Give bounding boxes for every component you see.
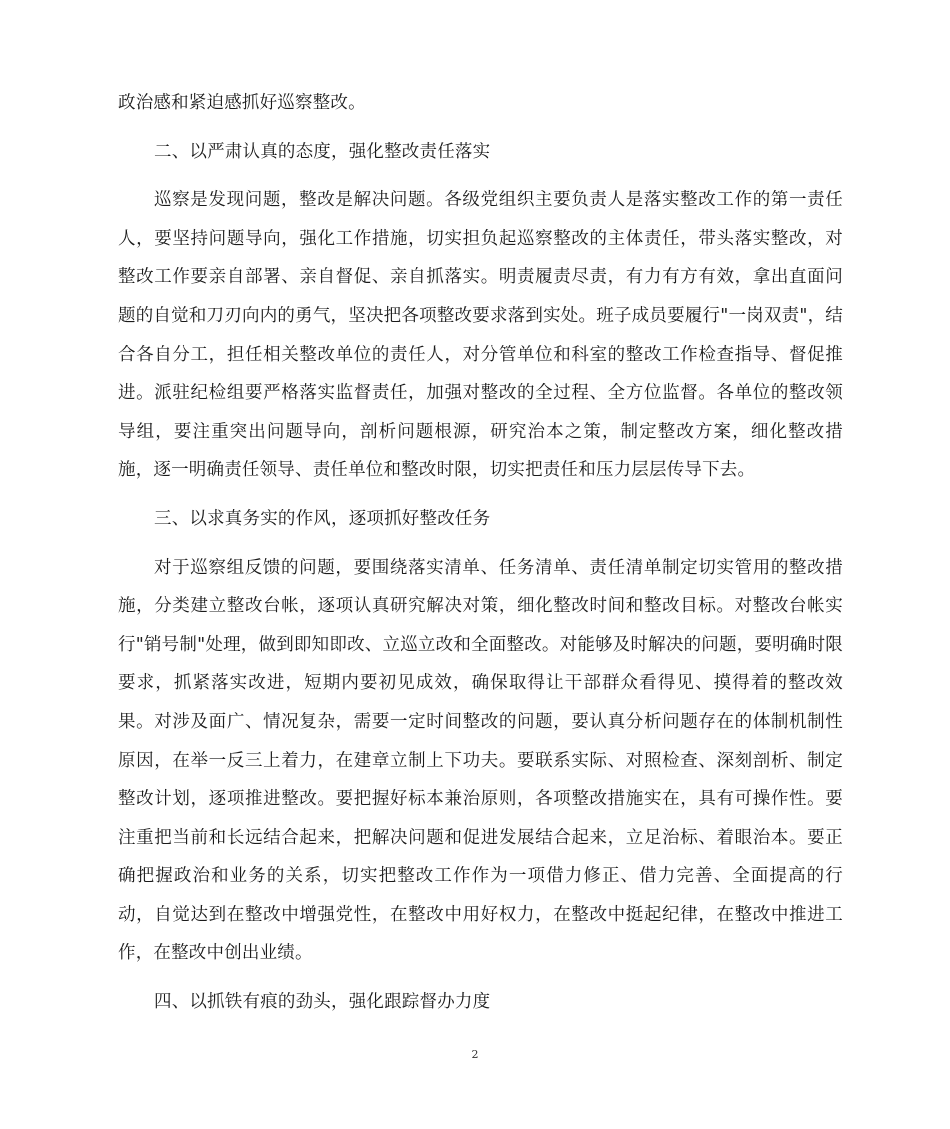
section-heading-2: 二、以严肃认真的态度，强化整改责任落实	[154, 141, 491, 162]
paragraph-continuation: 政治感和紧迫感抓好巡察整改。	[118, 93, 366, 113]
section-heading-3: 三、以求真务实的作风，逐项抓好整改任务	[154, 508, 491, 529]
page-number: 2	[471, 1048, 479, 1061]
section-heading-4: 四、以抓铁有痕的劲头，强化跟踪督办力度	[154, 992, 491, 1013]
paragraph-body-2: 巡察是发现问题，整改是解决问题。各级党组织主要负责人是落实整改工作的第一责任人，要坚持问题导向，强化工作措施，切实担负起巡察整改的主体责任，带头落实整改，对整改工作要亲自部署、亲自督促、亲自抓落实。明责履责尽责，有力有方有效，拿出直面问题的自觉和刀刃向内的勇气，坚决把各项整改要求落到实处。班子成员要履行"一岗双责"，结合各自分工，担任相关整改单位的责任人，对分管单位和科室的整改工作检查指导、督促推进。派驻纪检组要严格落实监督责任，加强对整改的全过程、全方位监督。各单位的整改领导组，要注重突出问题导向，剖析问题根源，研究治本之策，制定整改方案，细化整改措施，逐一明确责任领导、责任单位和整改时限，切实把责任和压力层层传导下去。	[118, 190, 843, 481]
document-body	[118, 84, 843, 1032]
paragraph-body-3: 对于巡察组反馈的问题，要围绕落实清单、任务清单、责任清单制定切实管用的整改措施，分类建立整改台帐，逐项认真研究解决对策，细化整改时间和整改目标。对整改台帐实行"销号制"处理，做到即知即改、立巡立改和全面整改。对能够及时解决的问题，要明确时限要求，抓紧落实改进，短期内要初见成效，确保取得让干部群众看得见、摸得着的整改效果。对涉及面广、情况复杂，需要一定时间整改的问题，要认真分析问题存在的体制机制性原因，在举一反三上着力，在建章立制上下功夫。要联系实际、对照检查、深刻剖析、制定整改计划，逐项推进整改。要把握好标本兼治原则，各项整改措施实在，具有可操作性。要注重把当前和长远结合起来，把解决问题和促进发展结合起来，立足治标、着眼治本。要正确把握政治和业务的关系，切实把整改工作作为一项借力修正、借力完善、全面提高的行动，自觉达到在整改中增强党性，在整改中用好权力，在整改中挺起纪律，在整改中推进工作，在整改中创出业绩。	[118, 557, 843, 964]
